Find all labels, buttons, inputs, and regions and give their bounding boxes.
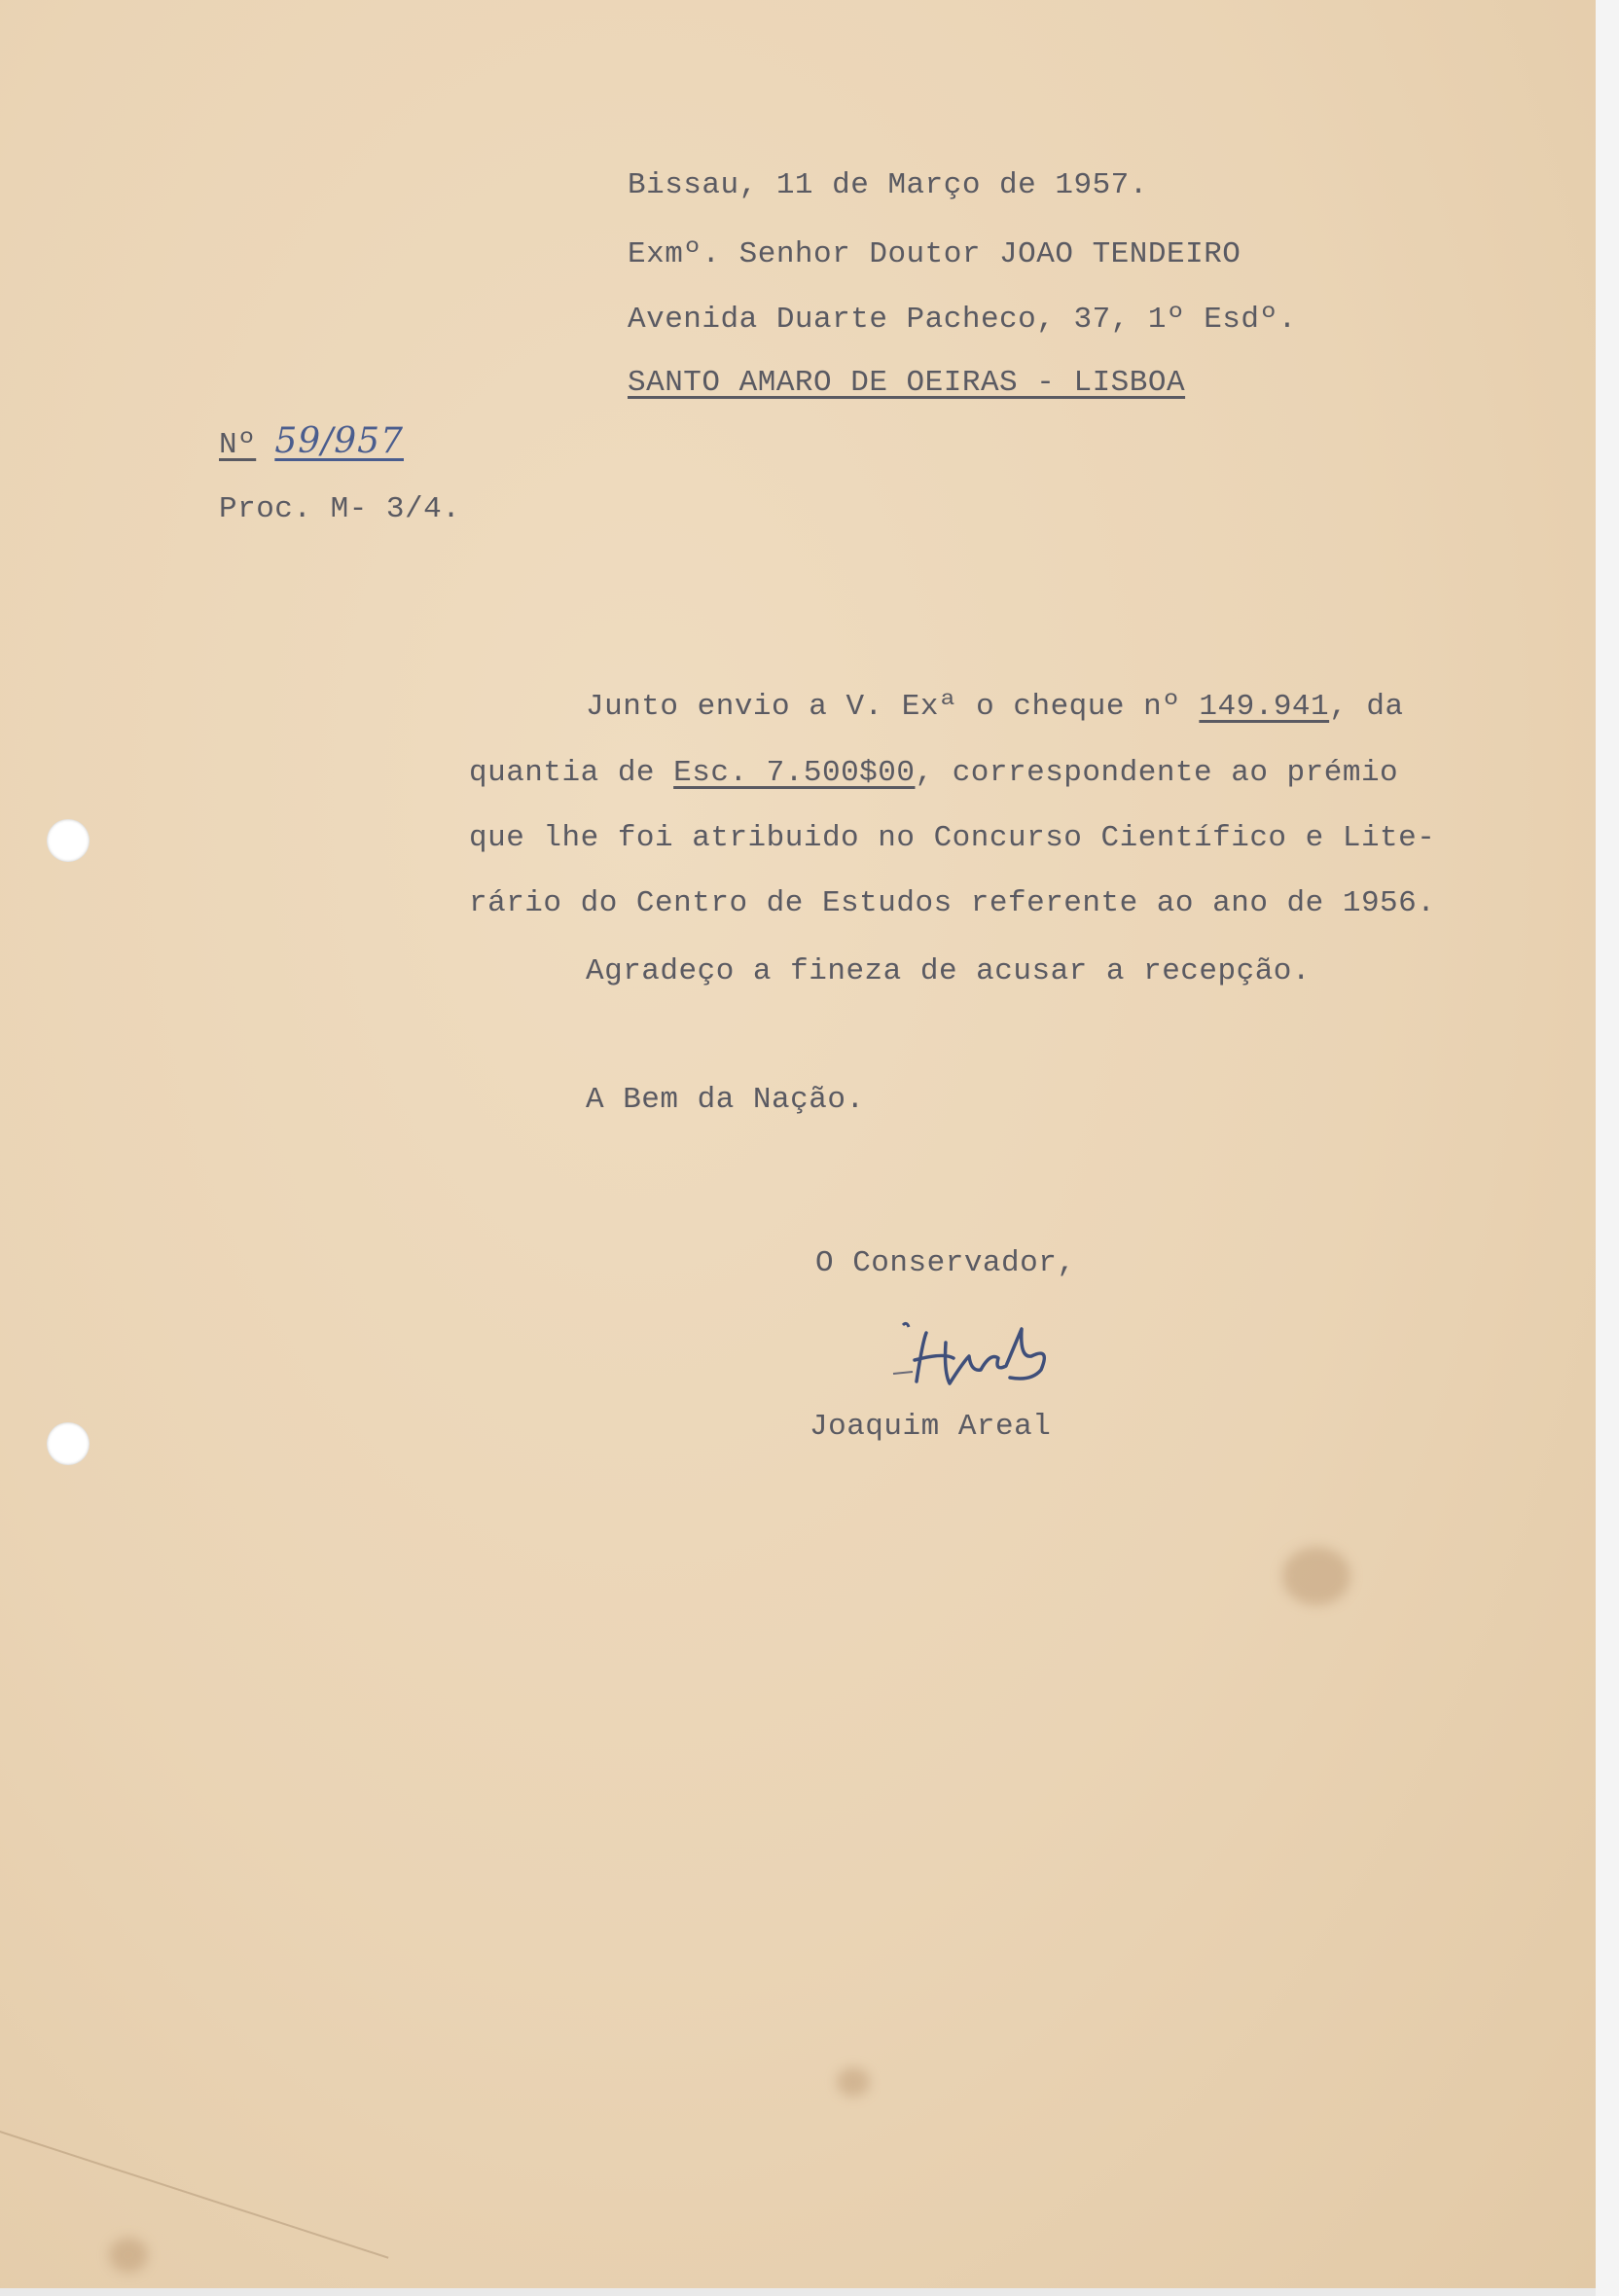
cheque-number: 149.941 <box>1199 690 1330 724</box>
body-line-2: quantia de Esc. 7.500$00, correspondente ao prémio <box>469 756 1399 790</box>
body-line-4: rário do Centro de Estudos referente ao ano de 1956. <box>469 886 1436 920</box>
body-line-1: Junto envio a V. Exª o cheque nº 149.941, da <box>586 690 1404 724</box>
process-reference: Proc. M- 3/4. <box>219 492 461 526</box>
body-line-3: que lhe foi atribuido no Concurso Científico e Lite- <box>469 821 1436 855</box>
signatory-title: O Conservador, <box>815 1246 1076 1280</box>
scan-border <box>1596 0 1619 2296</box>
punch-hole-lower <box>47 1422 90 1465</box>
body-line-5: Agradeço a fineza de acusar a recepção. <box>586 954 1312 988</box>
reference-number-handwritten: 59/957 <box>274 421 404 461</box>
paper-stain <box>1282 1547 1350 1605</box>
address-street-line: Avenida Duarte Pacheco, 37, 1º Esdº. <box>628 303 1297 337</box>
paper-stain <box>109 2238 148 2273</box>
addressee-line: Exmº. Senhor Doutor JOAO TENDEIRO <box>628 237 1241 271</box>
salutation: A Bem da Nação. <box>586 1083 865 1117</box>
punch-hole-upper <box>47 819 90 862</box>
signatory-name: Joaquim Areal <box>810 1410 1052 1444</box>
date-line: Bissau, 11 de Março de 1957. <box>628 168 1148 202</box>
paper-fold-crease <box>0 2131 388 2259</box>
address-city-line: SANTO AMARO DE OEIRAS - LISBOA <box>628 366 1186 400</box>
reference-number-prefix: Nº <box>219 428 257 462</box>
reference-number <box>219 423 404 464</box>
paper-stain <box>837 2067 870 2097</box>
cheque-amount: Esc. 7.500$00 <box>673 756 916 790</box>
handwritten-signature <box>885 1313 1070 1401</box>
